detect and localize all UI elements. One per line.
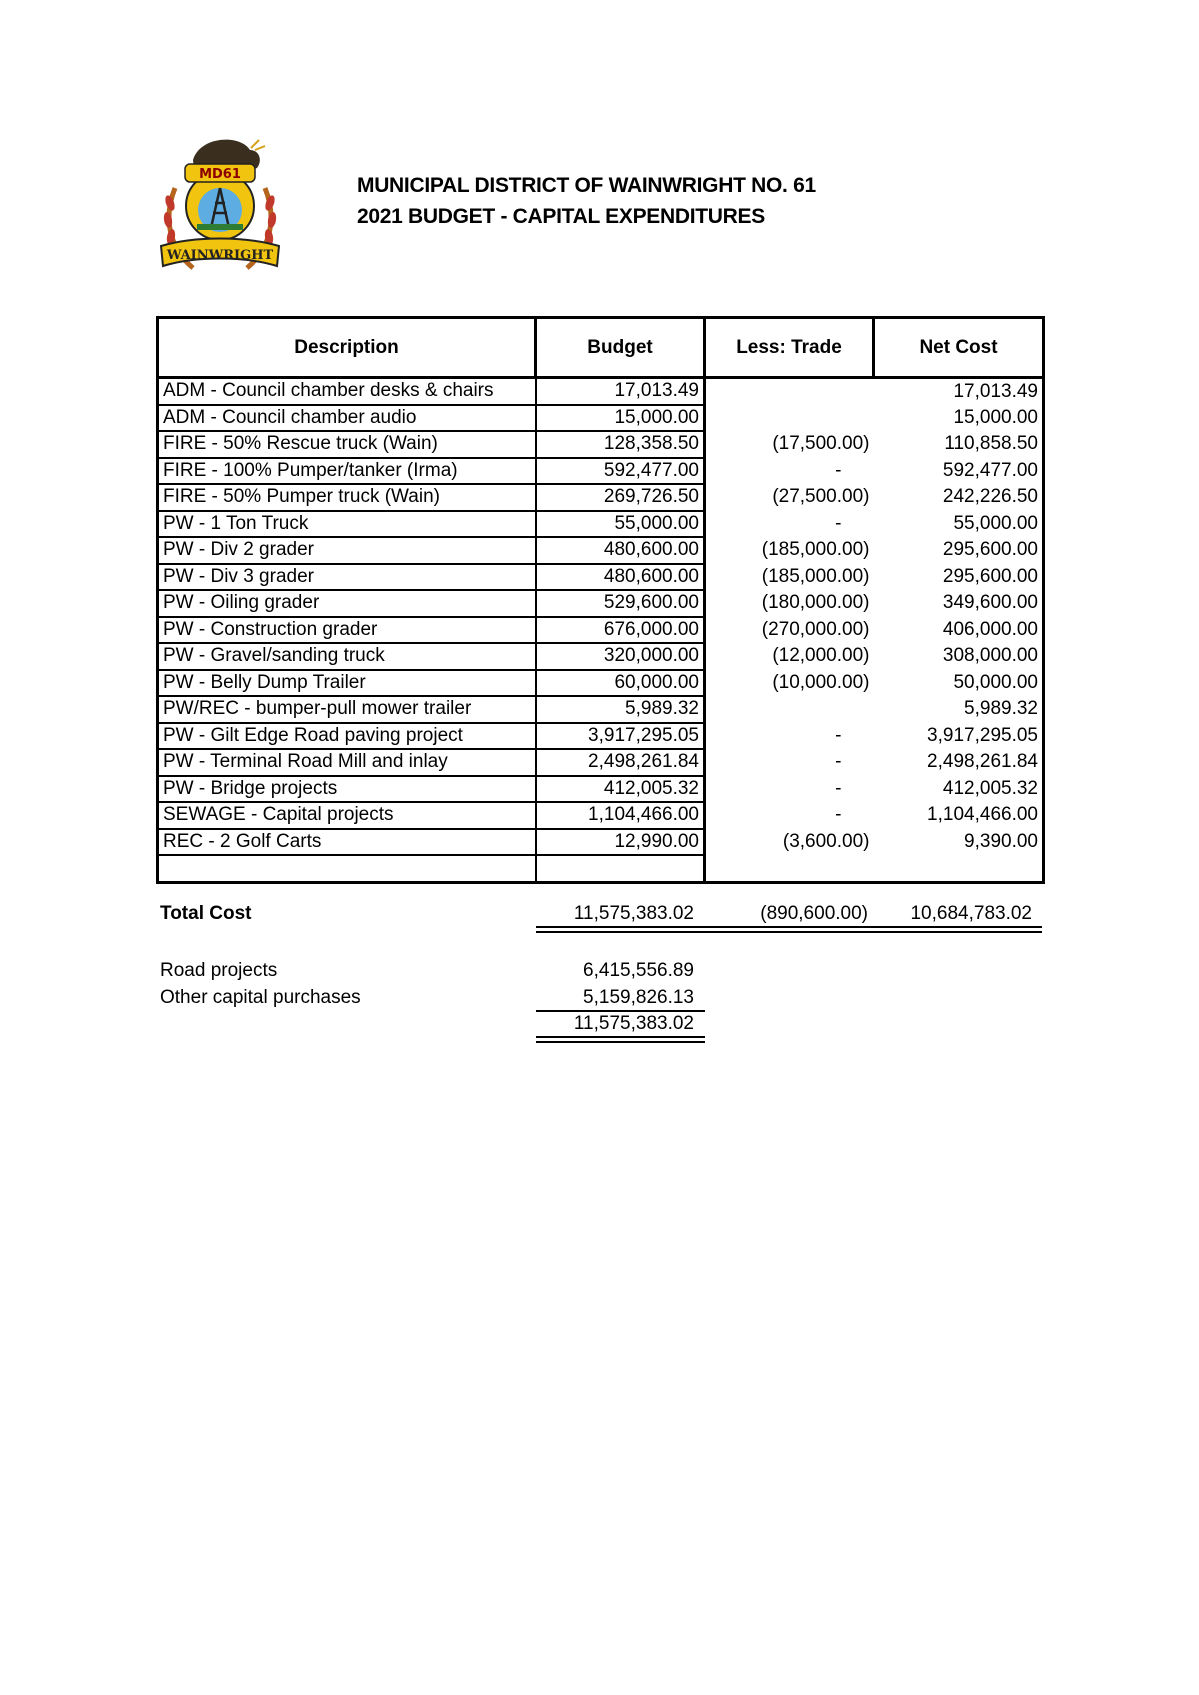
row-net-cost: 3,917,295.05 — [874, 723, 1044, 750]
subtotal-rule — [536, 1010, 705, 1012]
total-double-underline — [536, 926, 1042, 933]
row-description: PW - Oiling grader — [158, 590, 536, 617]
row-less-trade: - — [835, 751, 842, 773]
row-description: PW - Gravel/sanding truck — [158, 643, 536, 670]
row-net-cost: 349,600.00 — [874, 590, 1044, 617]
table-row — [158, 829, 1044, 856]
md61-wainwright-crest-logo — [155, 128, 285, 283]
row-budget-empty — [536, 855, 705, 883]
row-less-trade: - — [835, 512, 842, 534]
row-net-cost: 406,000.00 — [874, 617, 1044, 644]
row-description: PW - Construction grader — [158, 617, 536, 644]
row-description: PW - Gilt Edge Road paving project — [158, 723, 536, 750]
table-row — [158, 590, 1044, 617]
table-row — [158, 405, 1044, 432]
row-net-cost: 17,013.49 — [874, 378, 1044, 405]
row-net-cost: 55,000.00 — [874, 511, 1044, 538]
table-row — [158, 378, 1044, 405]
row-net-cost: 50,000.00 — [874, 670, 1044, 697]
row-less-trade — [705, 696, 874, 723]
title-line-2: 2021 BUDGET - CAPITAL EXPENDITURES — [357, 205, 765, 228]
logo-wainwright-text: WAINWRIGHT — [166, 248, 274, 263]
table-row — [158, 537, 1044, 564]
row-less-trade: - — [835, 724, 842, 746]
row-less-trade: (12,000.00) — [772, 645, 870, 667]
table-row — [158, 458, 1044, 485]
breakdown-double-underline — [536, 1036, 705, 1043]
row-less-trade: (10,000.00) — [772, 671, 870, 693]
table-row — [158, 617, 1044, 644]
column-header-less-trade: Less: Trade — [705, 318, 874, 378]
row-description: ADM - Council chamber desks & chairs — [158, 378, 536, 405]
document-title — [357, 170, 816, 232]
row-net-cost: 5,989.32 — [874, 696, 1044, 723]
row-budget: 592,477.00 — [536, 458, 705, 485]
row-less-trade: - — [835, 777, 842, 799]
row-description: PW - Belly Dump Trailer — [158, 670, 536, 697]
row-net-cost: 1,104,466.00 — [874, 802, 1044, 829]
table-row — [158, 511, 1044, 538]
row-budget: 529,600.00 — [536, 590, 705, 617]
row-budget: 17,013.49 — [536, 378, 705, 405]
row-description: PW - Div 3 grader — [158, 564, 536, 591]
row-budget: 320,000.00 — [536, 643, 705, 670]
row-less-trade: (180,000.00) — [761, 592, 870, 614]
row-less-trade: (270,000.00) — [761, 618, 870, 640]
row-description: FIRE - 50% Rescue truck (Wain) — [158, 431, 536, 458]
total-net-cost-value: 10,684,783.02 — [910, 903, 1032, 924]
row-budget: 1,104,466.00 — [536, 802, 705, 829]
row-net-cost: 15,000.00 — [874, 405, 1044, 432]
breakdown-sum-value: 11,575,383.02 — [573, 1013, 694, 1034]
row-net-cost: 295,600.00 — [874, 537, 1044, 564]
table-row — [158, 484, 1044, 511]
row-description: PW - Bridge projects — [158, 776, 536, 803]
row-description: FIRE - 100% Pumper/tanker (Irma) — [158, 458, 536, 485]
row-description: REC - 2 Golf Carts — [158, 829, 536, 856]
row-net-cost: 592,477.00 — [874, 458, 1044, 485]
column-header-net-cost: Net Cost — [874, 318, 1044, 378]
total-budget-value: 11,575,383.02 — [573, 903, 694, 924]
row-budget: 3,917,295.05 — [536, 723, 705, 750]
table-row — [158, 431, 1044, 458]
other-capital-purchases-value: 5,159,826.13 — [583, 987, 694, 1008]
row-budget: 412,005.32 — [536, 776, 705, 803]
row-less-trade: (185,000.00) — [761, 565, 870, 587]
row-budget: 128,358.50 — [536, 431, 705, 458]
row-net-cost: 308,000.00 — [874, 643, 1044, 670]
row-description: PW - Terminal Road Mill and inlay — [158, 749, 536, 776]
row-description: PW/REC - bumper-pull mower trailer — [158, 696, 536, 723]
row-budget: 676,000.00 — [536, 617, 705, 644]
row-less-trade: (185,000.00) — [761, 539, 870, 561]
title-line-1: MUNICIPAL DISTRICT OF WAINWRIGHT NO. 61 — [357, 174, 816, 197]
row-less-trade: (27,500.00) — [772, 486, 870, 508]
total-trade-value: (890,600.00) — [760, 903, 868, 924]
row-less-trade: (17,500.00) — [772, 433, 870, 455]
row-net-cost: 242,226.50 — [874, 484, 1044, 511]
row-less-trade: - — [835, 459, 842, 481]
row-net-cost: 412,005.32 — [874, 776, 1044, 803]
row-budget: 269,726.50 — [536, 484, 705, 511]
row-budget: 60,000.00 — [536, 670, 705, 697]
table-header-row — [158, 318, 1044, 378]
row-budget: 15,000.00 — [536, 405, 705, 432]
row-description: PW - Div 2 grader — [158, 537, 536, 564]
road-projects-value: 6,415,556.89 — [583, 960, 694, 981]
row-less-trade: - — [835, 804, 842, 826]
table-row — [158, 802, 1044, 829]
table-row — [158, 643, 1044, 670]
row-net-cost: 110,858.50 — [874, 431, 1044, 458]
table-row — [158, 776, 1044, 803]
row-less-trade-empty — [705, 855, 874, 883]
row-budget: 480,600.00 — [536, 564, 705, 591]
table-row — [158, 749, 1044, 776]
row-description: FIRE - 50% Pumper truck (Wain) — [158, 484, 536, 511]
row-description-empty — [158, 855, 536, 883]
row-less-trade: (3,600.00) — [782, 830, 870, 852]
row-description: ADM - Council chamber audio — [158, 405, 536, 432]
total-cost-label: Total Cost — [160, 903, 252, 924]
table-body — [158, 378, 1044, 883]
capital-expenditures-table — [156, 316, 1045, 884]
road-projects-label: Road projects — [160, 960, 278, 981]
row-budget: 55,000.00 — [536, 511, 705, 538]
logo-md61-text: MD61 — [199, 167, 241, 182]
table-row-empty — [158, 855, 1044, 883]
row-budget: 2,498,261.84 — [536, 749, 705, 776]
row-less-trade — [705, 405, 874, 432]
row-net-cost-empty — [874, 855, 1044, 883]
row-less-trade — [705, 378, 874, 405]
row-net-cost: 2,498,261.84 — [874, 749, 1044, 776]
row-description: PW - 1 Ton Truck — [158, 511, 536, 538]
table-row — [158, 723, 1044, 750]
row-budget: 12,990.00 — [536, 829, 705, 856]
row-net-cost: 295,600.00 — [874, 564, 1044, 591]
table-row — [158, 670, 1044, 697]
column-header-budget: Budget — [536, 318, 705, 378]
other-capital-purchases-label: Other capital purchases — [160, 987, 361, 1008]
row-net-cost: 9,390.00 — [874, 829, 1044, 856]
row-budget: 5,989.32 — [536, 696, 705, 723]
table-row — [158, 696, 1044, 723]
table-row — [158, 564, 1044, 591]
column-header-description: Description — [158, 318, 536, 378]
row-budget: 480,600.00 — [536, 537, 705, 564]
row-description: SEWAGE - Capital projects — [158, 802, 536, 829]
